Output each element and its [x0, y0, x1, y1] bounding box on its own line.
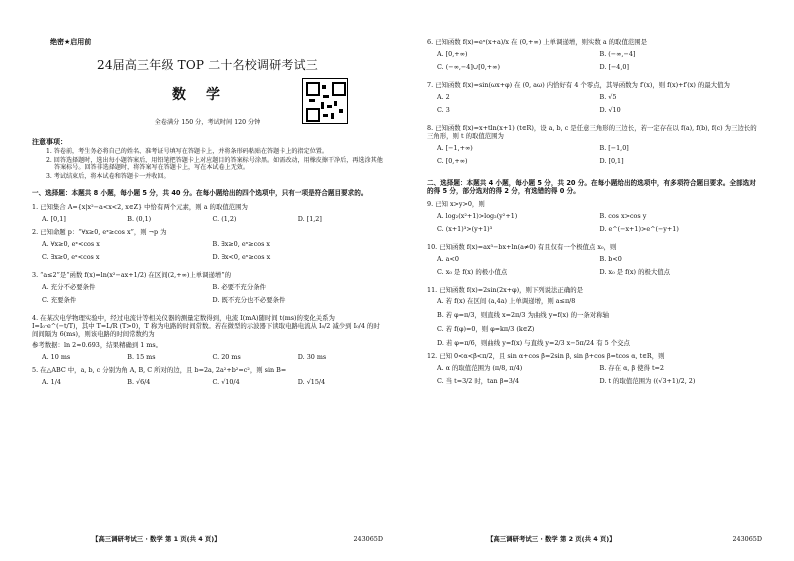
footer-code: 243065D [353, 535, 383, 543]
question-stem: 10. 已知函数 f(x)=ax³−bx+ln(a≠0) 有且仅有一个极值点 x₀，则 [427, 243, 617, 252]
option-b: B. 存在 α, β 使得 t=2 [599, 364, 664, 373]
option-c: C. 20 ms [212, 352, 241, 361]
section-2-heading: 二、选择题：本题共 4 小题，每小题 5 分，共 20 分。在每小题给出的选项中，有多项符合题目要求。全部选对的得 5 分，部分选对的得 2 分，有选错的得 0 分。 [427, 179, 756, 196]
question-stem: 9. 已知 x>y>0，则 [427, 200, 485, 209]
option-b: B. ∃x≥0, eˣ≥cos x [212, 239, 271, 248]
option-a: A. [0,+∞) [437, 50, 468, 58]
option-d: D. [0,1] [599, 157, 624, 165]
option-d: D. √10 [599, 106, 621, 114]
option-c: C. 当 t=3/2 时，tan β=3/4 [437, 377, 520, 386]
option-d: D. x₀ 是 f(x) 的极大值点 [599, 268, 671, 277]
exam-title: 24届高三年级 TOP 二十名校调研考试三 [96, 58, 319, 72]
option-c: C. 若 f(φ)=0，则 φ=kπ/3 (k∈Z) [437, 325, 535, 334]
question-stem: 6. 已知函数 f(x)=eˣ(x+a)/x 在 (0,+∞) 上单调递增，则实数 a 的取值范围是 [427, 38, 648, 46]
option-a: A. a<0 [437, 255, 459, 264]
option-a: A. 10 ms [42, 352, 71, 361]
question-1 [32, 203, 383, 223]
option-b: B. b<0 [599, 255, 622, 264]
question-8 [427, 124, 762, 170]
option-b: B. 15 ms [127, 352, 156, 361]
notes-heading: 注意事项： [32, 138, 67, 147]
option-b: B. (−∞,−4] [599, 50, 636, 58]
question-7 [427, 81, 762, 119]
page-2 [397, 0, 794, 561]
page-footer [427, 535, 762, 543]
option-c: C. (x+1)³>(y+1)³ [437, 225, 493, 234]
option-d: D. √15/4 [297, 377, 326, 386]
footer-code: 243065D [732, 535, 762, 543]
option-d: D. 若 φ=π/6，则曲线 y=f(x) 与直线 y=2/3 x−5π/24 有 5 个交点 [437, 339, 630, 348]
option-b: B. cos x>cos y [599, 212, 647, 221]
option-c: C. (1,2) [212, 214, 237, 223]
exam-meta: 全卷满分 150 分，考试时间 120 分钟 [154, 118, 261, 126]
option-a: A. 充分不必要条件 [42, 282, 96, 291]
option-b: B. (0,1) [127, 214, 152, 223]
question-stem: 7. 已知函数 f(x)=sin(ωx+φ) 在 (0, aω) 内恰好有 4 个零点，其导函数为 f′(x)，则 f(x)+f′(x) 的最大值为 [427, 81, 730, 89]
question-5 [32, 366, 383, 386]
option-c: C. 充要条件 [42, 295, 77, 304]
question-stem: 2. 已知命题 p：“∀x≥0, eˣ≥cos x”，则 ¬p 为 [32, 227, 167, 236]
note-item: 3. 考试结束后，将本试卷和答题卡一并收回。 [46, 172, 170, 180]
option-d: D. 既不充分也不必要条件 [212, 295, 286, 304]
option-a: A. 1/4 [42, 377, 61, 386]
option-b: B. √5 [599, 93, 617, 101]
option-b: B. [−1,0] [599, 144, 629, 152]
option-d: D. 30 ms [297, 352, 327, 361]
option-c: C. 3 [437, 106, 450, 114]
option-a: A. ∀x≥0, eˣ<cos x [42, 239, 100, 248]
option-a: A. [0,1] [42, 214, 66, 223]
option-b: B. 必要不充分条件 [212, 282, 266, 291]
option-a: A. [−1,+∞) [437, 144, 473, 152]
option-c: C. (−∞,−4]∪[0,+∞) [437, 63, 500, 71]
note-item: 2. 回答选择题时，选出每小题答案后，用铅笔把答题卡上对应题目的答案标号涂黑。如需改动，用橡皮擦干净后，再选涂其他答案标号。回答非选择题时，将答案写在答题卡上，写在本试卷上无效。 [46, 156, 383, 172]
note-item: 1. 答卷前，考生务必将自己的姓名、准考证号填写在答题卡上，并将条形码粘贴在答题卡上的指定位置。 [46, 148, 328, 155]
question-stem: 11. 已知函数 f(x)=2sin(2x+φ)，则下列说法正确的是 [427, 286, 583, 295]
option-b: B. √6/4 [127, 377, 151, 386]
question-9 [427, 200, 762, 238]
option-c: C. ∃x≥0, eˣ<cos x [42, 252, 100, 261]
question-6 [427, 38, 762, 76]
question-note: 参考数据：ln 2≈0.693，结果精确到 1 ms。 [32, 340, 163, 349]
option-a: A. α 的取值范围为 (π/8, π/4) [437, 364, 523, 373]
option-a: A. 若 f(x) 在区间 (a,4a) 上单调递增，则 a≤π/8 [437, 297, 576, 306]
option-b: B. 若 φ=π/3，则直线 x=2π/3 为曲线 y=f(x) 的一条对称轴 [437, 311, 609, 320]
subject-title: 数学 [172, 87, 240, 103]
question-stem: 3. “a≤2”是“函数 f(x)=ln(x²−ax+1/2) 在区间(2,+∞)上单调递增”的 [32, 270, 231, 279]
question-4 [32, 314, 383, 361]
option-d: D. e^(−x+1)>e^(−y+1) [599, 225, 679, 234]
footer-title: 【高三调研考试三 · 数学 第 1 页(共 4 页)】 [92, 535, 221, 543]
option-c: C. [0,+∞) [437, 157, 468, 165]
option-a: A. 2 [437, 93, 450, 101]
question-stem: 8. 已知函数 f(x)=x+tln(x+1) (t∈R)，设 a, b, c 是任意三角形的三边长，若一定存在以 f(a), f(b), f(c) 为三边长的三角形，则 t 的取值范围为 [427, 124, 757, 140]
question-stem: 4. 在某次电学物理实验中，经过电流计等相关仪器的测量定数得到，电流 I(mA)随时间 t(ms)的变化关系为 I=I₀·e^(−t/T)，其中 T=L/R (T>0)，T 称为电路的时间常数。若在微型的示波器下读取电路电流从 I₀/2 减少到 I₀/4 的时间间隔为 6(ms)，则该电路的时间常数约为 [32, 313, 380, 338]
option-c: C. √10/4 [212, 377, 240, 386]
option-d: D. ∃x<0, eˣ≥cos x [212, 252, 271, 261]
option-a: A. log₂(x²+1)>log₂(y²+1) [437, 212, 518, 221]
page-footer [32, 535, 383, 543]
option-d: D. [1,2] [297, 214, 322, 223]
question-10 [427, 243, 762, 281]
confidential-label: 绝密★启用前 [50, 38, 92, 46]
footer-title: 【高三调研考试三 · 数学 第 2 页(共 4 页)】 [487, 535, 616, 543]
question-12 [427, 352, 762, 390]
question-3 [32, 271, 383, 309]
option-c: C. x₀ 是 f(x) 的极小值点 [437, 268, 508, 277]
option-d: D. [−4,0] [599, 63, 629, 71]
qr-code [302, 78, 348, 124]
section-1-heading: 一、选择题：本题共 8 小题，每小题 5 分，共 40 分。在每小题给出的四个选项中，只有一项是符合题目要求的。 [32, 189, 368, 198]
question-2 [32, 228, 383, 266]
question-stem: 5. 在△ABC 中，a, b, c 分别为角 A, B, C 所对的边，且 b=2a, 2a²+b²=c²，则 sin B= [32, 365, 287, 374]
option-d: D. t 的取值范围为 ((√3+1)/2, 2) [599, 377, 696, 386]
question-stem: 12. 已知 0<α<β<π/2，且 sin α+cos β=2sin β, sin β+cos β=tcos α, t∈R，则 [427, 352, 665, 361]
question-stem: 1. 已知集合 A={x|x²−a<x<2, x∈Z} 中恰有两个元素，则 a 的取值范围为 [32, 202, 248, 211]
question-11 [427, 286, 762, 347]
